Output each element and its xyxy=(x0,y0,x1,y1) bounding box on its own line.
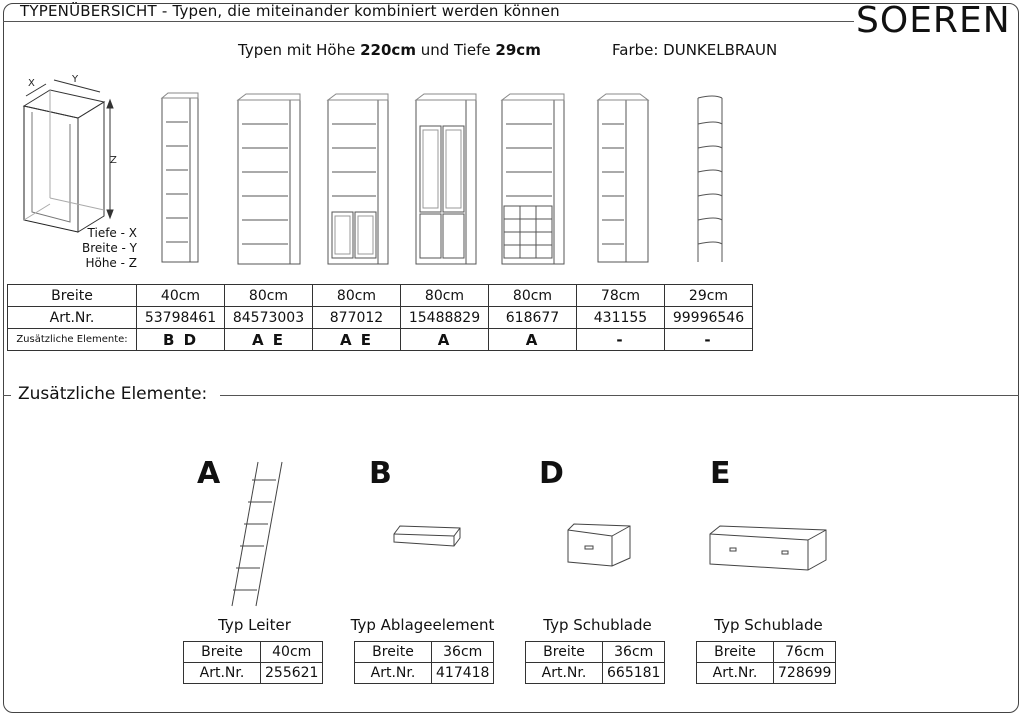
extra-caption-b: Typ Ablageelement xyxy=(350,616,495,634)
shelf-80cm-drawers-drawing xyxy=(502,94,564,264)
width-cell: 80cm xyxy=(489,285,577,307)
extra-table-d xyxy=(525,641,665,684)
extra-art-value: 255621 xyxy=(261,663,323,684)
dim-y-label: Y xyxy=(72,74,79,85)
art-nr-cell: 99996546 xyxy=(665,307,753,329)
extra-letter-d: D xyxy=(539,456,564,491)
art-nr-cell: 84573003 xyxy=(225,307,313,329)
extra-table-a xyxy=(183,641,323,684)
shelf-element-drawing xyxy=(394,526,460,546)
art-nr-cell: 431155 xyxy=(577,307,665,329)
extra-art-value: 417418 xyxy=(432,663,494,684)
shelf-78cm-corner-drawing xyxy=(598,94,648,262)
ladder-drawing xyxy=(232,462,282,606)
extra-label-width: Breite xyxy=(697,642,774,663)
color-label: Farbe: DUNKELBRAUN xyxy=(612,41,778,59)
page-title: TYPENÜBERSICHT - Typen, die miteinander kombiniert werden können xyxy=(20,2,560,20)
table-row-width xyxy=(8,285,753,307)
art-nr-cell: 618677 xyxy=(489,307,577,329)
section-title-extras: Zusätzliche Elemente: xyxy=(18,384,208,404)
section-divider-right xyxy=(220,395,1019,396)
width-cell: 80cm xyxy=(401,285,489,307)
extra-caption-e: Typ Schublade xyxy=(714,616,823,634)
elements-cell: A xyxy=(401,329,489,351)
dimension-box-drawing xyxy=(24,80,113,232)
extra-caption-d: Typ Schublade xyxy=(543,616,652,634)
row-label-width: Breite xyxy=(8,285,137,307)
extra-label-width: Breite xyxy=(526,642,603,663)
width-cell: 78cm xyxy=(577,285,665,307)
subtitle-height: 220cm xyxy=(360,41,416,59)
row-label-elements: Zusätzliche Elemente: xyxy=(8,329,137,351)
extra-letter-b: B xyxy=(369,456,392,491)
extra-table-e xyxy=(696,641,836,684)
extra-letter-e: E xyxy=(710,456,731,491)
width-cell: 80cm xyxy=(313,285,401,307)
extra-width-value: 40cm xyxy=(261,642,323,663)
shelf-80cm-drawing xyxy=(238,94,300,264)
extra-label-art: Art.Nr. xyxy=(697,663,774,684)
shelf-80cm-doors-drawing xyxy=(328,94,388,264)
table-row-art-nr xyxy=(8,307,753,329)
extra-label-art: Art.Nr. xyxy=(526,663,603,684)
drawer-36cm-drawing xyxy=(568,524,630,566)
legend-height: Höhe - Z xyxy=(85,256,137,270)
width-cell: 29cm xyxy=(665,285,753,307)
extra-caption-a: Typ Leiter xyxy=(218,616,291,634)
subtitle-text-b: und Tiefe xyxy=(415,41,496,59)
shelf-40cm-drawing xyxy=(162,93,198,262)
art-nr-cell: 877012 xyxy=(313,307,401,329)
dimension-legend xyxy=(82,226,137,271)
row-label-art-nr: Art.Nr. xyxy=(8,307,137,329)
types-table xyxy=(7,284,753,351)
extra-label-art: Art.Nr. xyxy=(184,663,261,684)
elements-cell: - xyxy=(665,329,753,351)
width-cell: 40cm xyxy=(137,285,225,307)
extra-width-value: 76cm xyxy=(774,642,836,663)
elements-cell: - xyxy=(577,329,665,351)
extra-label-width: Breite xyxy=(184,642,261,663)
art-nr-cell: 53798461 xyxy=(137,307,225,329)
elements-cell: B D xyxy=(137,329,225,351)
extra-table-b xyxy=(354,641,494,684)
elements-cell: A E xyxy=(313,329,401,351)
extra-width-value: 36cm xyxy=(603,642,665,663)
legend-depth: Tiefe - X xyxy=(87,226,137,240)
extra-art-value: 665181 xyxy=(603,663,665,684)
elements-cell: A xyxy=(489,329,577,351)
elements-cell: A E xyxy=(225,329,313,351)
width-cell: 80cm xyxy=(225,285,313,307)
subtitle-depth: 29cm xyxy=(495,41,541,59)
section-divider-left xyxy=(3,395,11,396)
extra-label-width: Breite xyxy=(355,642,432,663)
shelf-80cm-vitrine-drawing xyxy=(416,94,476,264)
table-row-elements xyxy=(8,329,753,351)
dim-z-label: Z xyxy=(110,155,117,166)
art-nr-cell: 15488829 xyxy=(401,307,489,329)
extra-width-value: 36cm xyxy=(432,642,494,663)
extra-label-art: Art.Nr. xyxy=(355,663,432,684)
legend-width: Breite - Y xyxy=(82,241,137,255)
subtitle-text-a: Typen mit Höhe xyxy=(238,41,361,59)
shelf-29cm-end-drawing xyxy=(698,96,722,262)
brand-name: SOEREN xyxy=(856,0,1011,41)
drawer-76cm-drawing xyxy=(710,526,826,570)
extra-letter-a: A xyxy=(197,456,221,491)
dim-x-label: X xyxy=(28,78,35,89)
extra-art-value: 728699 xyxy=(774,663,836,684)
